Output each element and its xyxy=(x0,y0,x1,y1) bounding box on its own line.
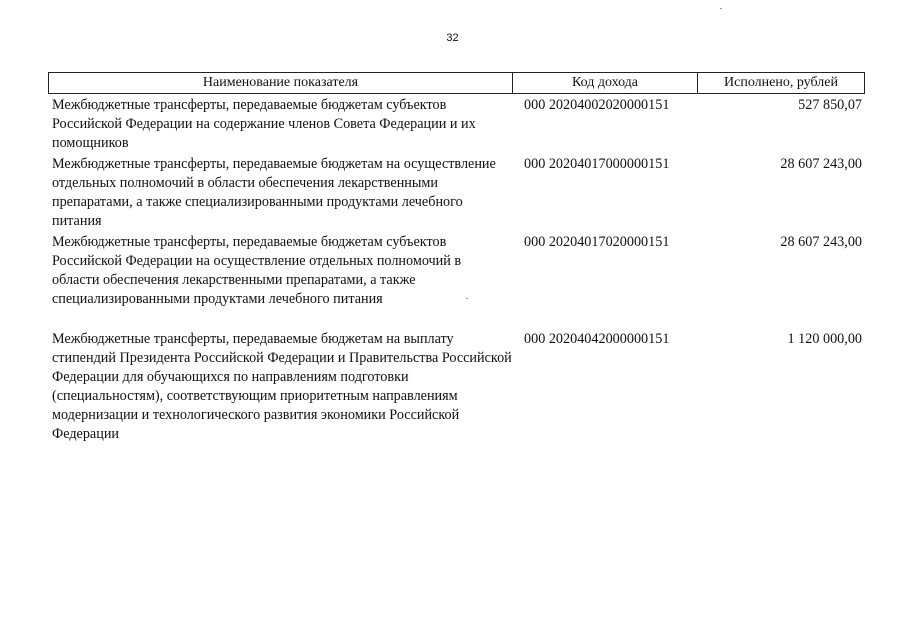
scan-speck xyxy=(466,298,468,299)
column-header-executed: Исполнено, рублей xyxy=(724,75,838,90)
table-row xyxy=(52,96,862,153)
table-header xyxy=(48,72,865,94)
row-code: 000 20204017020000151 xyxy=(524,234,670,250)
column-header-name: Наименование показателя xyxy=(49,73,513,93)
row-name: Межбюджетные трансферты, передаваемые бюджетам субъектов Российской Федерации на осуществление отдельных полномочий в области обеспечения лекарственными препаратами, а также специализированными продуктами лечебного питания xyxy=(52,234,462,307)
row-code: 000 20204017000000151 xyxy=(524,156,670,172)
row-executed: 527 850,07 xyxy=(798,97,862,113)
row-name: Межбюджетные трансферты, передаваемые бюджетам субъектов Российской Федерации на содержание членов Совета Федерации и их помощников xyxy=(52,97,476,151)
page-number: 32 xyxy=(446,32,459,44)
table-row xyxy=(52,330,862,444)
row-executed: 1 120 000,00 xyxy=(787,331,862,347)
row-executed: 28 607 243,00 xyxy=(780,156,862,172)
scan-speck xyxy=(720,8,722,9)
row-code: 000 20204002020000151 xyxy=(524,97,670,113)
column-header-code: Код дохода xyxy=(513,73,698,93)
table-body xyxy=(52,96,862,444)
row-name: Межбюджетные трансферты, передаваемые бюджетам на выплату стипендий Президента Российской Федерации и Правительства Российской Федерации для обучающихся по направлениям подготовки (специальностям), соответствующим приоритетным направлениям модернизации и технологического развития экономики Российской Федерации xyxy=(52,331,512,442)
row-name: Межбюджетные трансферты, передаваемые бюджетам на осуществление отдельных полномочий в области обеспечения лекарственными препаратами, а также специализированными продуктами лечебного питания xyxy=(52,156,496,229)
table-row xyxy=(52,155,862,231)
row-code: 000 20204042000000151 xyxy=(524,331,670,347)
table-row xyxy=(52,233,862,309)
row-executed: 28 607 243,00 xyxy=(780,234,862,250)
